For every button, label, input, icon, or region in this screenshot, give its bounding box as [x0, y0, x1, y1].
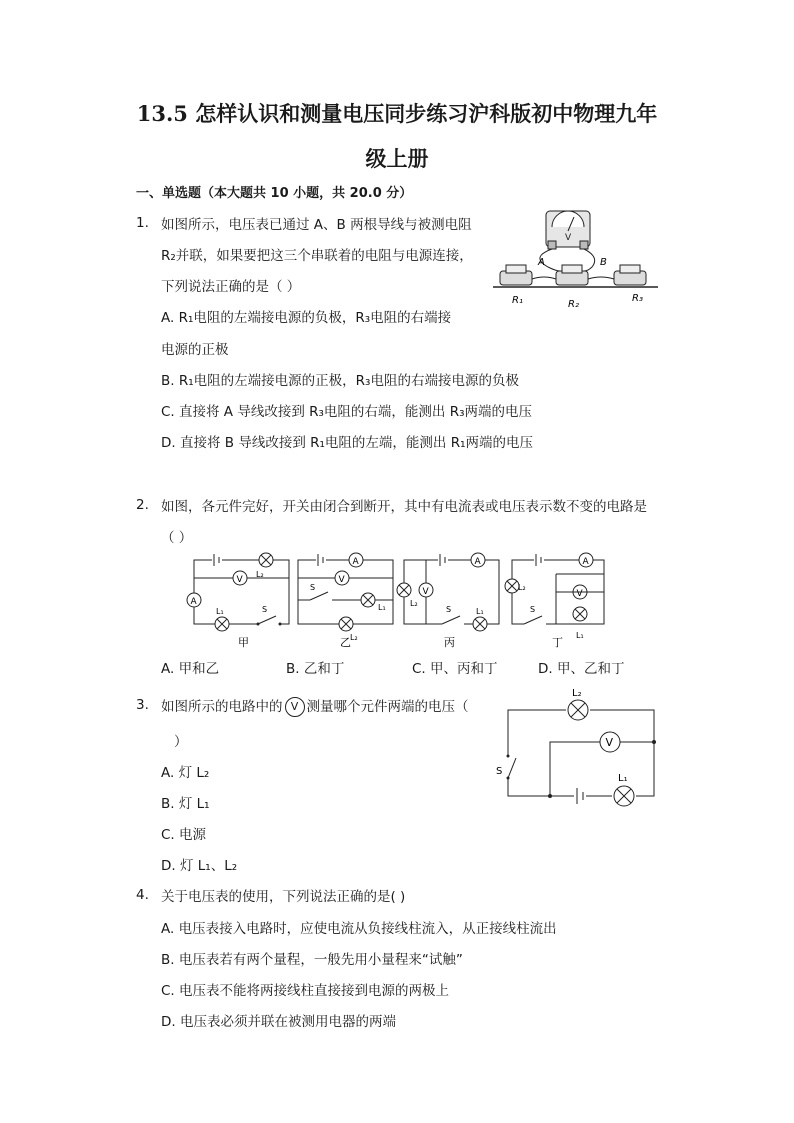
option-text: 灯 L₂ [178, 765, 210, 781]
question-number: 1. [136, 215, 149, 231]
option-key: C. [161, 827, 175, 843]
voltmeter [600, 732, 620, 752]
circuit-bing [397, 553, 499, 649]
option-a-continued: 电源的正极 [161, 342, 229, 358]
switch-label: S [446, 605, 452, 614]
lamp-l1 [614, 786, 634, 806]
option-text: 甲、乙和丁 [556, 661, 625, 677]
option-key: C. [161, 983, 175, 999]
option-text: 灯 L₁ [178, 796, 210, 812]
option-key: A. [161, 765, 175, 781]
option-a [161, 306, 451, 326]
voltmeter-label: V [338, 575, 345, 585]
voltmeter-symbol-label: V [290, 700, 299, 713]
lamp-label: L₂ [350, 633, 358, 642]
option-d [538, 657, 624, 677]
option-a [161, 657, 219, 677]
switch-label: S [496, 766, 503, 777]
option-key: B. [286, 661, 300, 677]
question-stem-line: 如图所示，电压表已通过 A、B 两根导线与被测电阻 [161, 217, 472, 233]
ammeter-label: A [474, 557, 481, 567]
q1-figure [488, 205, 663, 313]
option-text: 灯 L₁、L₂ [179, 858, 238, 874]
resistor-r1 [500, 265, 532, 285]
option-text: 直接将 B 导线改接到 R₁电阻的左端，能测出 R₁两端的电压 [179, 435, 533, 451]
switch-label: S [310, 583, 316, 592]
ammeter-label: A [352, 557, 359, 567]
r1-label: R₁ [512, 295, 523, 306]
r3-label: R₃ [632, 293, 643, 304]
switch-label: S [530, 605, 536, 614]
option-text: 电压表接入电路时，应使电流从负接线柱流入，从正接线柱流出 [178, 921, 557, 937]
lamp-l2-label: L₂ [572, 688, 582, 699]
option-key: D. [161, 858, 176, 874]
q3-circuit-figure [494, 684, 666, 808]
circuit-name: 丙 [444, 636, 455, 649]
option-key: C. [161, 404, 175, 420]
option-text: R₁电阻的左端接电源的正极，R₃电阻的右端接电源的负极 [178, 373, 519, 389]
option-d [161, 854, 237, 874]
question-stem-line: 如图，各元件完好，开关由闭合到断开，其中有电流表或电压表示数不变的电路是 [161, 499, 647, 515]
lamp-label: L₂ [410, 599, 418, 608]
option-d [161, 1010, 396, 1030]
resistor-r2 [556, 265, 588, 285]
option-b [161, 792, 210, 812]
option-text: 甲、丙和丁 [430, 661, 498, 677]
option-text: 电压表若有两个量程，一般先用小量程来“试触” [178, 952, 463, 968]
option-key: D. [538, 661, 553, 677]
circuit-name: 丁 [552, 636, 563, 649]
option-key: B. [161, 796, 175, 812]
question-stem-line: 关于电压表的使用，下列说法正确的是( ) [161, 889, 406, 905]
stem-text: 如图所示的电路中的 [161, 699, 283, 715]
circuit-jia [187, 553, 289, 649]
option-a [161, 917, 557, 937]
voltmeter-label: V [236, 575, 243, 585]
voltmeter-label: V [576, 589, 583, 599]
option-b [161, 369, 519, 389]
switch-label: S [262, 605, 268, 614]
option-text: 甲和乙 [178, 661, 220, 677]
question-number: 4. [136, 887, 149, 903]
voltmeter-label: V [605, 736, 614, 749]
option-d [161, 431, 533, 451]
option-text: 直接将 A 导线改接到 R₃电阻的右端，能测出 R₃两端的电压 [179, 404, 532, 420]
circuit-ding [505, 553, 604, 649]
page-title-continued: 级上册 [365, 146, 429, 171]
lamp-label: L₁ [378, 603, 386, 612]
q2-circuits-figure [186, 548, 636, 653]
circuit-yi [298, 553, 393, 649]
option-key: D. [161, 1014, 176, 1030]
option-text: 电压表必须并联在被测用电器的两端 [179, 1014, 396, 1030]
option-c [161, 400, 532, 420]
circuit-name: 甲 [238, 636, 249, 649]
option-a [161, 761, 209, 781]
resistor-r3 [614, 265, 646, 285]
option-text: R₁电阻的左端接电源的负极，R₃电阻的右端接 [178, 310, 452, 326]
lamp-label: L₂ [256, 570, 264, 579]
question-stem-line: 下列说法正确的是（ ） [161, 279, 301, 295]
option-text: 乙和丁 [303, 661, 345, 677]
lamp-label: L₁ [576, 631, 584, 640]
lamp-l2 [568, 700, 588, 720]
section-heading: 一、单选题（本大题共 10 小题，共 20.0 分） [136, 186, 413, 201]
circuit-name: 乙 [340, 636, 351, 649]
meter-label: V [565, 233, 572, 243]
option-key: A. [161, 661, 175, 677]
wire-a-label: A [538, 257, 545, 268]
voltmeter [546, 211, 590, 249]
voltmeter-label: V [422, 587, 429, 597]
lamp-label: L₂ [518, 583, 526, 592]
question-stem-line: ） [174, 734, 188, 750]
r2-label: R₂ [568, 299, 579, 310]
option-b [161, 948, 463, 968]
ammeter-label: A [582, 557, 589, 567]
question-stem-line [161, 695, 469, 717]
question-number: 3. [136, 697, 149, 713]
option-text: 电压表不能将两接线柱直接接到电源的两极上 [179, 983, 450, 999]
voltmeter-symbol-icon [285, 697, 305, 717]
ammeter-label: A [190, 597, 197, 607]
option-text: 电源 [179, 827, 207, 843]
lamp-l1-label: L₁ [618, 773, 628, 784]
page-title: 13.5 怎样认识和测量电压同步练习沪科版初中物理九年 [136, 101, 658, 126]
wire-b-label: B [600, 257, 607, 268]
option-key: A. [161, 310, 175, 326]
stem-text: 测量哪个元件两端的电压（ [306, 699, 469, 715]
option-key: C. [412, 661, 426, 677]
option-c [412, 657, 498, 677]
option-key: D. [161, 435, 176, 451]
option-key: A. [161, 921, 175, 937]
option-c [161, 979, 449, 999]
question-stem-line: R₂并联，如果要把这三个串联着的电阻与电源连接， [161, 248, 473, 264]
option-key: B. [161, 373, 175, 389]
option-key: B. [161, 952, 175, 968]
lamp-label: L₁ [476, 607, 484, 616]
option-b [286, 657, 344, 677]
option-c [161, 823, 206, 843]
question-number: 2. [136, 497, 149, 513]
lamp-label: L₁ [216, 607, 224, 616]
question-stem-line: （ ） [161, 530, 193, 546]
